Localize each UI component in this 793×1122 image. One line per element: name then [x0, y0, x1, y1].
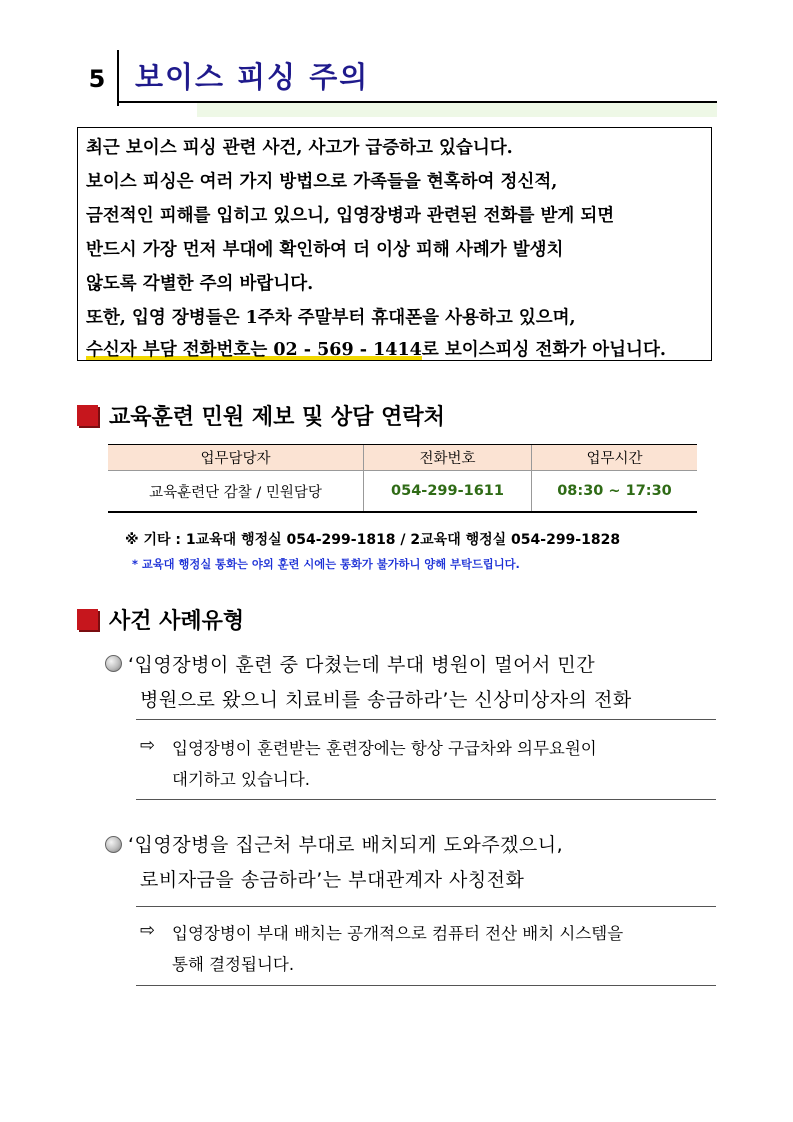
table-header-row	[108, 445, 697, 471]
caution-note: * 교육대 행정실 통화는 야외 훈련 시에는 통화가 불가하니 양해 부탁드립니다.	[132, 558, 520, 571]
cases-heading-text: 사건 사례유형	[109, 609, 245, 634]
section-header	[77, 45, 717, 105]
notice-phone-prefix: 수신자 부담 전화번호는	[86, 340, 274, 360]
red-square-icon	[77, 405, 98, 426]
notice-box	[77, 127, 712, 361]
notice-line: 않도록 각별한 주의 바랍니다.	[86, 274, 314, 294]
notice-line: 최근 보이스 피싱 관련 사건, 사고가 급증하고 있습니다.	[86, 138, 513, 158]
column-header: 업무담당자	[108, 445, 364, 471]
section-accent-band	[197, 103, 717, 117]
contact-table	[108, 444, 697, 513]
notice-line: 금전적인 피해를 입히고 있으니, 입영장병과 관련된 전화를 받게 되면	[86, 206, 615, 226]
notice-line: 반드시 가장 먼저 부대에 확인하여 더 이상 피해 사례가 발생치	[86, 240, 564, 260]
case-1-top-rule	[136, 719, 716, 720]
section-divider	[117, 50, 119, 106]
contact-heading-text: 교육훈련 민원 제보 및 상담 연락처	[109, 405, 445, 430]
case-2-bottom-rule	[136, 985, 716, 986]
circle-bullet-icon	[105, 836, 122, 853]
case-1-answer-line-1: 입영장병이 훈련받는 훈련장에는 항상 구급차와 의무요원이	[172, 739, 597, 758]
arrow-right-icon: ⇨	[140, 920, 156, 941]
column-header: 전화번호	[364, 445, 532, 471]
case-1-answer-line-2: 대기하고 있습니다.	[172, 770, 311, 789]
contact-heading	[77, 401, 497, 431]
notice-phone-number: 02 - 569 - 1414	[273, 340, 422, 360]
case-2-line-1: ‘입영장병을 집근처 부대로 배치되게 도와주겠으니,	[128, 834, 564, 856]
notice-line: 또한, 입영 장병들은 1주차 주말부터 휴대폰을 사용하고 있으며,	[86, 308, 576, 328]
table-row	[108, 471, 697, 513]
notice-phone-suffix: 로 보이스피싱 전화가 아닙니다.	[421, 340, 666, 360]
case-1-line-2: 병원으로 왔으니 치료비를 송금하라’는 신상미상자의 전화	[140, 689, 632, 711]
case-2-answer-line-1: 입영장병이 부대 배치는 공개적으로 컴퓨터 전산 배치 시스템을	[172, 924, 624, 943]
cases-heading	[77, 605, 327, 635]
notice-line: 보이스 피싱은 여러 가지 방법으로 가족들을 현혹하여 정신적,	[86, 172, 558, 192]
column-header: 업무시간	[532, 445, 698, 471]
contact-phone: 054-299-1611	[364, 471, 532, 513]
case-1-bottom-rule	[136, 799, 716, 800]
notice-line-phone	[86, 336, 711, 361]
section-title: 보이스 피싱 주의	[135, 60, 370, 94]
red-square-icon	[77, 609, 98, 630]
contact-dept: 교육훈련단 감찰 / 민원담당	[108, 471, 364, 513]
contact-hours: 08:30 ~ 17:30	[532, 471, 698, 513]
case-2-line-2: 로비자금을 송금하라’는 부대관계자 사칭전화	[140, 869, 525, 891]
case-2-answer-line-2: 통해 결정됩니다.	[172, 955, 295, 974]
circle-bullet-icon	[105, 655, 122, 672]
case-1-line-1: ‘입영장병이 훈련 중 다쳤는데 부대 병원이 멀어서 민간	[128, 654, 596, 676]
section-number: 5	[88, 65, 106, 93]
case-2-top-rule	[136, 906, 716, 907]
etc-contact-note: ※ 기타 : 1교육대 행정실 054-299-1818 / 2교육대 행정실 054-299-1828	[125, 532, 621, 548]
arrow-right-icon: ⇨	[140, 735, 156, 756]
